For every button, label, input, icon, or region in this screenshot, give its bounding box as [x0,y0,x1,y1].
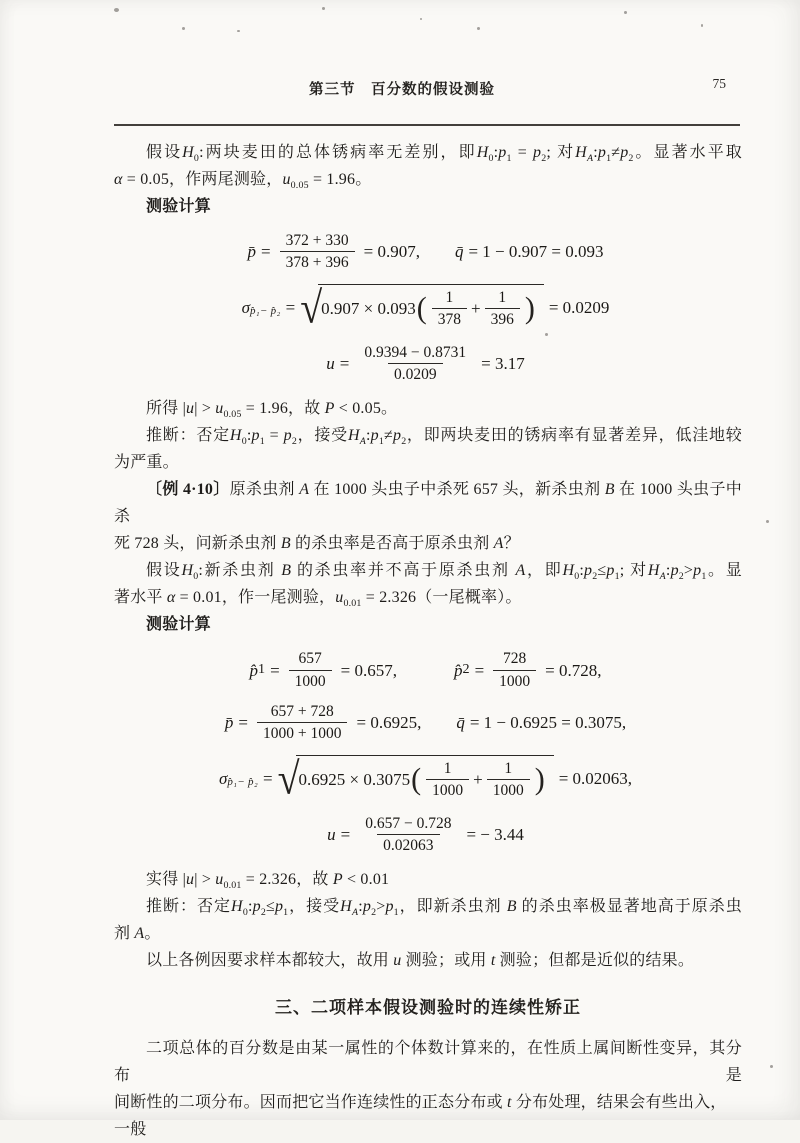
calc-label: 测验计算 [146,616,211,634]
formula-sigma-1 [114,281,742,333]
fraction: $\frac{1}{378}$ [432,288,467,330]
text-line: 所得 $|u| > u_{0.05} = 1.96$，故 P < 0.05。 [146,400,398,421]
var-qbar: q̄ [454,242,464,262]
page-number: 75 [712,76,726,91]
var-p2hat: p̂ [454,660,463,680]
fraction: $\frac{657}{1000}$ [289,649,332,691]
text-line: α = 0.05，作两尾测验，$u_{0.05} = 1.96$。 [114,171,372,192]
formula-p1hat: p̂ 1 = $\frac{657}{1000}$ = 0.657, [249,650,397,690]
fraction: $\frac{657 + 728}{1000 + 1000}$ [257,702,348,744]
fraction: $\frac{0.9394 - 0.8731}{0.0209}$ [364,343,467,383]
coefficient: 0.907 × 0.093 [321,299,416,318]
equals: = [339,353,350,373]
text-line: 二项总体的百分数是由某一属性的个体数计算来的，在性质上属间断性变异，其分布是 [114,1040,742,1085]
calc-label: 测验计算 [146,198,211,215]
text-line: 推断：否定$H_0:p_2\le p_1$，接受$H_A:p_2>p_1$，即新杀虫剂 B 的杀虫率极显著地高于原杀虫 [146,898,742,919]
result: = − 3.44 [466,824,524,844]
q-result: = 1 − 0.907 = 0.093 [468,242,604,262]
text-line: 剂 A。 [114,925,161,943]
running-header-title: 第三节 百分数的假设测验 [308,82,495,98]
formula-phat-row [114,649,742,691]
numerator: 372 + 330 [285,232,349,249]
var-sigma: σ [241,298,250,317]
var-sigma: σ [218,769,228,788]
result: = 0.907, [363,242,420,262]
fraction: $\frac{1}{1000}$ [426,759,469,801]
square-root: √ 0.6925 × 0.3075 ( $\frac{1}{1000}$ + $\frac{1}{1000}$ ) [278,755,554,803]
var-u: u [326,353,335,373]
formula-u-1 [114,343,742,385]
formula-u-2: u = $\frac{0.657 - 0.728}{0.02063}$ = − 3.44 [327,814,524,854]
square-root: √ 0.907 × 0.093 ( $\frac{1}{378}$ + $\frac{1}{396}$ ) [300,284,544,332]
result: = 0.02063, [558,769,633,788]
scan-speck [766,520,769,523]
section-heading: 三、二项样本假设测验时的连续性矫正 [275,998,581,1018]
text-line: 死 728 头，问新杀虫剂 B 的杀虫率是否高于原杀虫剂 A？ [114,535,520,553]
var-p1hat: p̂ [249,660,258,680]
fraction [280,231,355,273]
formula-sigma-2: σ p̂₁− p̂₂ = √ 0.6925 × 0.3075 ( $\frac{1}{1000}$ + $\frac{1}{1000}$ ) = 0.02063, [218,752,633,804]
fraction: $\frac{1}{396}$ [485,288,520,330]
sigma-subscript: p̂₁− p̂₂ [249,304,281,317]
result: = 0.0209 [548,298,610,317]
page-header [114,0,740,100]
var-pbar: p̄ [247,242,257,262]
text-line: 以上各例因要求样本都较大，故用 u 测验；或用 t 测验；但都是近似的结果。 [146,952,695,970]
fraction: $\frac{728}{1000}$ [493,649,536,691]
scan-speck [770,1065,773,1068]
fraction: $\frac{0.657 - 0.728}{0.02063}$ [365,814,452,854]
denominator: 378 + 396 [280,251,355,272]
text-line: 〔例 4·10〕原杀虫剂 A 在 1000 头虫子中杀死 657 头，新杀虫剂 B 在 1000 头虫子中杀 [114,481,742,526]
scan-speck [545,333,548,336]
text-line: 实得 $|u| > u_{0.01} = 2.326$，故 P < 0.01 [146,871,390,892]
header-rule [114,124,740,126]
var-u: u [327,824,336,844]
q-result: = 1 − 0.6925 = 0.3075, [469,713,627,733]
plus: + [470,299,481,318]
text-line: 假设$H_0$:新杀虫剂 B 的杀虫率并不高于原杀虫剂 A，即$H_0:p_2\le p_1$; 对$H_A:p_2>p_1$。显 [146,562,742,583]
text-line: 著水平 α = 0.01，作一尾测验，$u_{0.01} = 2.326$（一尾概率）。 [114,589,522,610]
text-line: 为严重。 [114,454,179,472]
result: = 3.17 [481,353,525,373]
equals: = [261,242,271,262]
text-line: 间断性的二项分布。因而把它当作连续性的正态分布或 t 分布处理，结果会有些出入，一般 [114,1094,727,1139]
var-qbar: q̄ [456,713,465,733]
plus: + [473,770,483,789]
text-line: 推断：否定$H_0:p_1 = p_2$，接受$H_A:p_1\ne p_2$，即两块麦田的锈病率有显著差异，低洼地较 [146,427,742,448]
formula-p2hat: p̂ 2 = $\frac{728}{1000}$ = 0.728, [454,650,602,690]
text-line: 假设$H_0$:两块麦田的总体锈病率无差别，即$H_0:p_1 = p_2$; 对$H_A:p_1\ne p_2$。显著水平取 [146,144,743,165]
page-body [114,139,742,1143]
result: = 0.6925, [356,713,422,733]
sigma-subscript: p̂₁− p̂₂ [227,775,258,788]
formula-pbar-1 [114,231,742,273]
fraction: $\frac{1}{1000}$ [487,759,530,801]
coefficient: 0.6925 × 0.3075 [298,770,411,789]
formula-pbar-2: p̄ = $\frac{657 + 728}{1000 + 1000}$ = 0.6925, q̄ = 1 − 0.6925 = 0.3075, [224,703,627,743]
var-pbar: p̄ [224,713,234,733]
equals: = [285,298,296,317]
